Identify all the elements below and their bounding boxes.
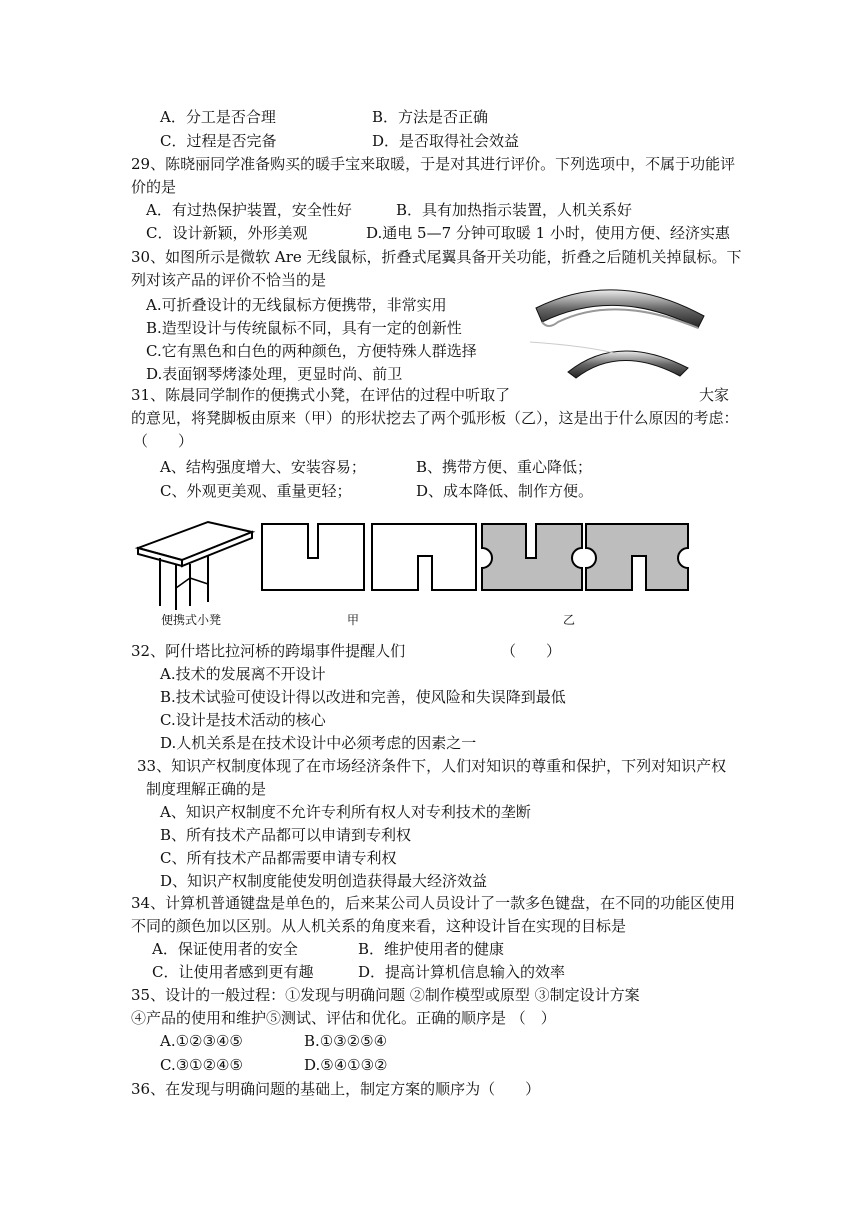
q36-stem: 36、在发现与明确问题的基础上，制定方案的顺序为（ ） [131, 1080, 541, 1098]
q31-option-c: C、外观更美观、重量更轻； [160, 482, 352, 500]
q32-option-a: A.技术的发展离不开设计 [160, 665, 326, 683]
q31-answer-blank: （ ） [133, 432, 194, 450]
q32-option-d: D.人机关系是在技术设计中必须考虑的因素之一 [160, 734, 477, 752]
q29-option-d: D.通电 5—7 分钟可取暖 1 小时，使用方便、经济实惠 [366, 224, 730, 242]
q28-option-b: B．方法是否正确 [372, 108, 489, 126]
q34-stem-cont: 不同的颜色加以区别。从人机关系的角度来看，这种设计旨在实现的目标是 [131, 917, 627, 935]
q34-stem: 34、计算机普通键盘是单色的，后来某公司人员设计了一款多色键盘，在不同的功能区使用 [131, 894, 736, 912]
q34-option-b: B．维护使用者的健康 [358, 940, 505, 958]
q30-stem-cont: 列对该产品的评价不恰当的是 [131, 271, 327, 289]
q32-option-c: C.设计是技术活动的核心 [160, 711, 326, 729]
q28-option-c: C．过程是否完备 [160, 132, 277, 150]
q31-stem: 31、陈晨同学制作的便携式小凳，在评估的过程中听取了 [131, 386, 511, 404]
q35-option-c: C.③①②④⑤ [160, 1056, 243, 1074]
leg-board-modified-figure [480, 522, 692, 592]
q30-option-b: B.造型设计与传统鼠标不同，具有一定的创新性 [146, 319, 462, 337]
q34-option-d: D．提高计算机信息输入的效率 [358, 963, 566, 981]
q31-option-a: A、结构强度增大、安装容易； [160, 458, 366, 476]
q28-option-a: A．分工是否合理 [160, 108, 276, 126]
fig-label-jia: 甲 [347, 613, 360, 627]
q32-stem: 32、阿什塔比拉河桥的跨塌事件提醒人们 [131, 642, 406, 660]
q31-option-b: B、携带方便、重心降低； [416, 458, 593, 476]
q33-option-b: B、所有技术产品都可以申请到专利权 [160, 826, 412, 844]
q30-option-c: C.它有黑色和白色的两种颜色，方便特殊人群选择 [146, 342, 477, 360]
q33-option-a: A、知识产权制度不允许专利所有权人对专利技术的垄断 [160, 803, 531, 821]
q35-option-a: A.①②③④⑤ [160, 1032, 243, 1050]
q33-stem-cont: 制度理解正确的是 [146, 780, 267, 798]
q33-option-d: D、知识产权制度能使发明创造获得最大经济效益 [160, 872, 488, 890]
q35-option-d: D.⑤④①③② [304, 1056, 388, 1074]
q29-stem: 29、陈晓丽同学准备购买的暖手宝来取暖，于是对其进行评价。下列选项中，不属于功能评 [131, 155, 736, 173]
q35-stem-cont: ④产品的使用和维护⑤测试、评估和优化。正确的顺序是 （ ） [131, 1009, 556, 1027]
q34-option-c: C．让使用者感到更有趣 [152, 963, 314, 981]
q35-stem: 35、设计的一般过程：①发现与明确问题 ②制作模型或原型 ③制定设计方案 [131, 986, 640, 1004]
portable-stool-figure [134, 518, 258, 614]
q29-option-c: C．设计新颖，外形美观 [146, 224, 308, 242]
q34-option-a: A．保证使用者的安全 [152, 940, 298, 958]
leg-board-original-figure [260, 522, 480, 592]
q28-option-d: D．是否取得社会效益 [372, 132, 520, 150]
q29-option-b: B．具有加热指示装置，人机关系好 [396, 201, 633, 219]
fig-label-yi: 乙 [563, 613, 576, 627]
q29-option-a: A．有过热保护装置，安全性好 [146, 201, 352, 219]
q35-option-b: B.①③②⑤④ [304, 1032, 388, 1050]
q31-stem-cont: 的意见，将凳脚板由原来（甲）的形状挖去了两个弧形板（乙），这是出于什么原因的考虑： [131, 409, 739, 427]
q31-stem-end: 大家 [699, 386, 730, 404]
q31-option-d: D、成本降低、制作方便。 [416, 482, 594, 500]
q30-option-a: A.可折叠设计的无线鼠标方便携带，非常实用 [146, 296, 447, 314]
q30-stem: 30、如图所示是微软 Are 无线鼠标，折叠式尾翼具备开关功能，折叠之后随机关掉鼠标。下 [131, 248, 742, 266]
q29-stem-cont: 价的是 [131, 178, 177, 196]
q33-stem: 33、知识产权制度体现了在市场经济条件下，人们对知识的尊重和保护，下列对知识产权 [137, 757, 727, 775]
q30-option-d: D.表面钢琴烤漆处理，更显时尚、前卫 [146, 365, 403, 383]
q32-option-b: B.技术试验可使设计得以改进和完善，使风险和失误降到最低 [160, 688, 566, 706]
fig-label-stool: 便携式小凳 [161, 613, 222, 627]
arc-mouse-figure [528, 272, 710, 384]
q33-option-c: C、所有技术产品都需要申请专利权 [160, 849, 397, 867]
q32-answer-blank: （ ） [501, 642, 562, 660]
